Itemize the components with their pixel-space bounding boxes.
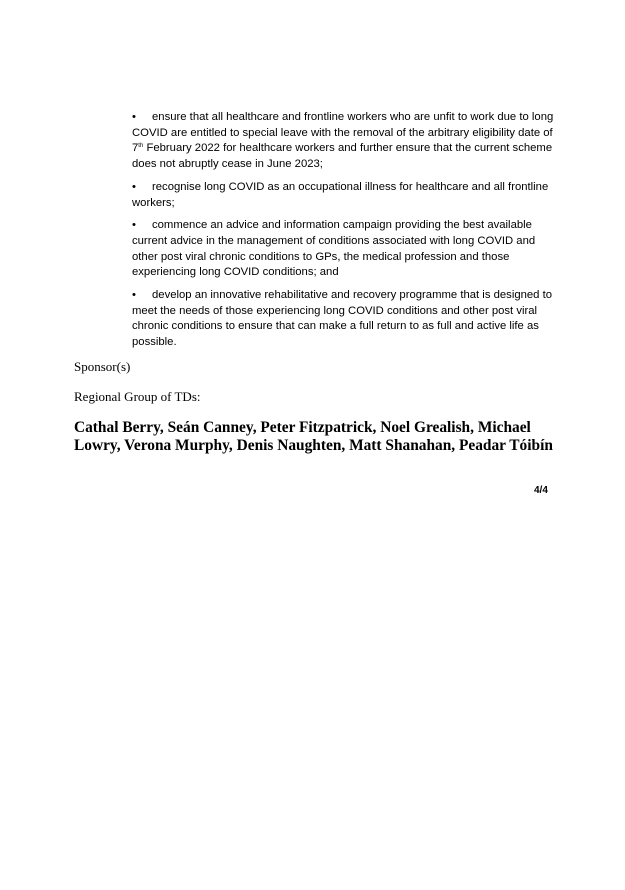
bullet-item-rehabilitation-programme — [132, 288, 560, 351]
bullet-marker: • — [132, 289, 136, 302]
sponsor-names: Cathal Berry, Seán Canney, Peter Fitzpatrick, Noel Grealish, Michael Lowry, Verona Murphy, Denis Naughten, Matt Shanahan, Peadar Tóibín — [74, 419, 553, 454]
bullet-text: commence an advice and information campaign providing the best available current advice in the management of conditions associated with long COVID and other post viral chronic conditions to GPs, the medical profession and those experiencing long COVID conditions; and — [132, 219, 536, 279]
sponsors-heading: Sponsor(s) — [74, 359, 131, 374]
bullet-marker: • — [132, 111, 136, 123]
motion-bullet-list — [132, 110, 560, 358]
bullet-text-continued: February 2022 for healthcare workers and further ensure that the current scheme does not abruptly cease in June 2023; — [132, 142, 553, 171]
bullet-text: develop an innovative rehabilitative and recovery programme that is designed to meet the needs of those experiencing long COVID conditions and other post viral chronic conditions to ensure that can make a full return to as full and active life as possible. — [132, 289, 553, 349]
page-number: 4/4 — [534, 485, 548, 496]
bullet-item-special-leave — [132, 110, 560, 173]
bullet-text: recognise long COVID as an occupational illness for healthcare and all frontline workers; — [132, 180, 549, 209]
bullet-text: ensure that all healthcare and frontline workers who are unfit to work due to long COVID are entitled to special leave with the removal of the arbitrary eligibility date of 7 — [132, 111, 554, 155]
bullet-item-occupational-illness — [132, 180, 560, 211]
bullet-marker: • — [132, 219, 136, 232]
group-label: Regional Group of TDs: — [74, 389, 201, 404]
bullet-item-advice-campaign — [132, 218, 560, 281]
ordinal-suffix: th — [138, 143, 144, 150]
bullet-marker: • — [132, 180, 136, 193]
